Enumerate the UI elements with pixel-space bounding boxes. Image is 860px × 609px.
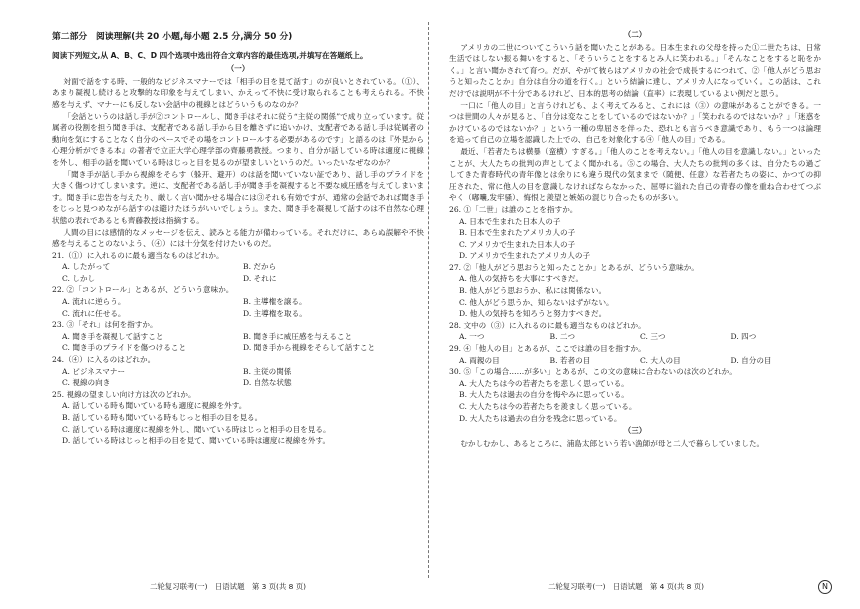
passage-3-title: （三） xyxy=(623,426,647,436)
answer-option: A. 他人の気持ちを大事にすべきだ。 xyxy=(459,274,584,284)
answer-option: C. 流れに任せる。 xyxy=(62,308,126,318)
passage-1-title: （一） xyxy=(226,64,250,74)
answer-option-row xyxy=(52,261,424,273)
answer-option: C. しかし xyxy=(62,273,96,283)
answer-option: C. 視線の向き xyxy=(62,378,111,388)
answer-option: D. それに xyxy=(243,273,277,283)
answer-option: D. 四つ xyxy=(730,332,757,342)
answer-option: B. 若者の目 xyxy=(549,355,591,365)
answer-option: D. 主導権を取る。 xyxy=(243,308,307,318)
answer-option: B. だから xyxy=(243,262,277,272)
question-stem: 29. ④「他人の目」とあるが、ここでは誰の目を指すか。 xyxy=(449,344,646,354)
page-footer-right: 二轮复习联考(一) 日语试题 第 4 页(共 8 页) xyxy=(548,582,704,591)
question-list xyxy=(449,204,821,424)
right-column xyxy=(449,28,821,449)
answer-option: A. したがって xyxy=(62,262,111,272)
answer-option: B. 聞き手に威圧感を与えること xyxy=(243,331,353,341)
answer-option: D. 自分の目 xyxy=(730,355,772,365)
answer-option-row xyxy=(52,296,424,308)
answer-option: D. 話している時はじっと相手の目を見て、聞いている時は適度に視線を外す。 xyxy=(62,436,331,446)
passage-3-paragraph: むかしむかし、あるところに、浦島太郎という若い漁師が母と二人で暮らしていました。 xyxy=(460,438,765,448)
answer-option: A. ビジネスマナー xyxy=(62,366,126,376)
question-stem: 24.（④）に入るのはどれか。 xyxy=(52,355,156,365)
answer-option-row xyxy=(52,273,424,285)
answer-option: C. 他人がどう思うか、知らないはずがない。 xyxy=(459,297,614,307)
question-list xyxy=(52,250,424,447)
answer-option: A. 聞き手を凝視して話すこと xyxy=(62,331,164,341)
answer-option-row xyxy=(52,342,424,354)
answer-option: B. 主導権を譲る。 xyxy=(243,297,307,307)
answer-option: C. 聞き手のプライドを傷つけること xyxy=(62,343,187,353)
left-column xyxy=(52,28,424,447)
answer-option: B. 主従の関係 xyxy=(243,366,292,376)
answer-option: A. 話している時も聞いている時も適度に視線を外す。 xyxy=(62,401,247,411)
answer-option: A. 大人たちは今の若者たちを悲しく思っている。 xyxy=(459,378,629,388)
question-stem: 30. ⑤「この場合……が多い」とあるが、この文の意味に合わないのは次のどれか。 xyxy=(449,367,737,377)
question-stem: 21.（①）に入れるのに最も適当なものはどれか。 xyxy=(52,250,224,260)
answer-option: C. アメリカで生まれた日本人の子 xyxy=(459,239,576,249)
question-stem: 27. ②「他人がどう思おうと知ったことか」とあるが、どういう意味か。 xyxy=(449,262,699,272)
question-stem: 25. 視線の望ましい向け方は次のどれか。 xyxy=(52,389,196,399)
section-heading: 第二部分 阅读理解(共 20 小题,每小题 2.5 分,满分 50 分) xyxy=(52,32,293,42)
passage-1-paragraph: 対面で話をする時、一般的なビジネスマナーでは「相手の目を見て話す」のが良いとされている。（①）、あまり凝視し続けると攻撃的な印象を与えてしまい、かえって不快に受け取られることも考えられる。不快感を与えず、マナーにも反しない会話中の視線とはどういうものなのか？ xyxy=(52,76,424,109)
answer-option-row xyxy=(52,331,424,343)
question-stem: 23. ③「それ」は何を指すか。 xyxy=(52,320,158,330)
column-divider xyxy=(428,22,429,578)
page-footer-left: 二轮复习联考(一) 日语试题 第 3 页(共 8 页) xyxy=(150,582,306,591)
answer-option: C. 大人たちは今の若者たちを羨ましく思っている。 xyxy=(459,402,637,411)
answer-option: B. 話している時も聞いている時もじっと相手の目を見る。 xyxy=(62,413,263,422)
passage-2-paragraph: 一口に「他人の目」と言うけれども、よく考えてみると、これには（③）の意味があることができる。一つは世間の人々が見ると、「自分は変なことをしているのではないか？」「笑われるのではないか？」「迷惑をかけているのではないか？」という一種の卑屈さを伴った、恐れとも言うべき意識であり、もう一つは論理を追って自己の立場を認識した上での、自己を対象化する④「他人の目」である。 xyxy=(449,100,821,145)
corner-mark: N xyxy=(818,580,832,594)
passage-1-paragraph: 「会話というのは話し手が②コントロールし、聞き手はそれに従う“主従の関係”で成り立っています。従属者の役割を担う聞き手は、支配者である話し手から目を離さずに追いかけ、支配者である話し手は従属者の動向を気にすることなく自分のペースでその場をコントロールする必要があるのです」と語るのは『外見から心理分析ができる本』の著者で立正大学心理学部の齊藤勇教授。つまり、自分が話している時は適度に視線を外し、相手の話を聞いている時はじっと目を見るのが望ましいというのだ。いったいなぜなのか？ xyxy=(52,111,424,167)
passage-2-title: （二） xyxy=(623,30,647,39)
answer-option: B. 大人たちは過去の自分を悔やみに思っている。 xyxy=(459,390,629,400)
answer-option-row xyxy=(449,355,821,367)
answer-option: D. 他人の気持ちを知ろうと努力すべきだ。 xyxy=(459,309,607,319)
passage-1-paragraph: 「聞き手が話し手から視線をそらす（躲开、避开）のは話を聞いていない証であり、話し手のプライドを大きく傷つけてしまいます。逆に、支配者である話し手が聞き手を凝視すると不要な威圧感を与えてしまいます。聞き手に忠告を与えたり、厳しく言い聞かせる場合には③それも有効ですが、通常の会話であれば聞き手をじっと見つめながら話すのは避けたほうがいいでしょう」。また、聞き手を凝視して話すのは不自然な心理状態の表れであるとも齊藤教授は指摘する。 xyxy=(52,169,424,225)
question-stem: 22. ②「コントロール」とあるが、どういう意味か。 xyxy=(52,285,234,295)
passage-1-paragraph: 人間の目には感情的なメッセージを伝え、読みとる能力が備わっている。それだけに、あらぬ誤解や不快感を与えることのないよう、（④）には十分気を付けたいものだ。 xyxy=(52,227,424,249)
answer-option-row xyxy=(52,366,424,378)
answer-option-row xyxy=(52,377,424,389)
answer-option: A. 流れに逆らう。 xyxy=(62,297,126,307)
answer-option: D. 自然な状態 xyxy=(243,378,292,388)
answer-option: D. 聞き手から視線をそらして話すこと xyxy=(243,343,376,353)
answer-option: A. 両親の目 xyxy=(459,355,500,365)
answer-option: D. アメリカで生まれたアメリカ人の子 xyxy=(459,251,591,261)
passage-2-paragraph: 最近、「若者たちは横暴（蛮横）すぎる。」「他人のことを考えない。」「他人の目を意識しない。」といったことが、大人たちの批判の声としてよく聞かれる。⑤この場合、大人たちの批判の多くは、自分たちの過ごしてきた青春時代の青年像とは余りにも違う現代の気ままで（随便、任意）な若者たちの姿に、かつての抑圧された、常に他人の目を意識しなければならなかった、屈辱に溢れた自己の青春の像を重ね合わせてつぶやく（嘟囔,发牢骚）、悔恨と羨望と嫉妬の混じり合ったものが多い。 xyxy=(449,146,821,203)
answer-option: A. 日本で生まれた日本人の子 xyxy=(459,216,561,226)
answer-option: B. 他人がどう思おうか、私には関係ない。 xyxy=(459,286,607,296)
answer-option: D. 大人たちは過去の自分を残念に思っている。 xyxy=(459,413,622,423)
question-stem: 28. 文中の（③）に入れるのに最も適当なものはどれか。 xyxy=(449,320,646,330)
instruction-text: 阅读下列短文,从 A、B、C、D 四个选项中选出符合文章内容的最佳选项,并填写在答题纸上。 xyxy=(52,50,368,60)
answer-option: A. 一つ xyxy=(459,332,485,342)
answer-option: C. 話している時は適度に視線を外し、聞いている時はじっと相手の目を見る。 xyxy=(62,424,331,434)
passage-2-paragraph: アメリカの二世についてこういう話を聞いたことがある。日本生まれの父母を持った①二世たちは、日常生活ではしない振る舞いをすると、「そういうことをするとみ人に笑われる。」「そんなことをすると恥をかく。」と言い聞かされて育つ。だが、やがて彼らはアメリカの社会で成長するにつれて、②「他人がどう思おうと知ったことか」自分は自分の道を行く。」という結論に達し、アメリカ人になっていく。この話は、これだけでは説明が不十分であるけれど、日本的思考の結論（直率）に表現しているよい例だと思う。 xyxy=(449,42,821,98)
answer-option-row xyxy=(449,331,821,343)
question-stem: 26. ①「二世」は誰のことを指すか。 xyxy=(449,204,578,214)
answer-option: C. 大人の目 xyxy=(640,355,681,365)
answer-option: B. 二つ xyxy=(549,332,576,342)
answer-option: B. 日本で生まれたアメリカ人の子 xyxy=(459,228,576,238)
answer-option-row xyxy=(52,308,424,320)
answer-option: C. 三つ xyxy=(640,332,666,342)
